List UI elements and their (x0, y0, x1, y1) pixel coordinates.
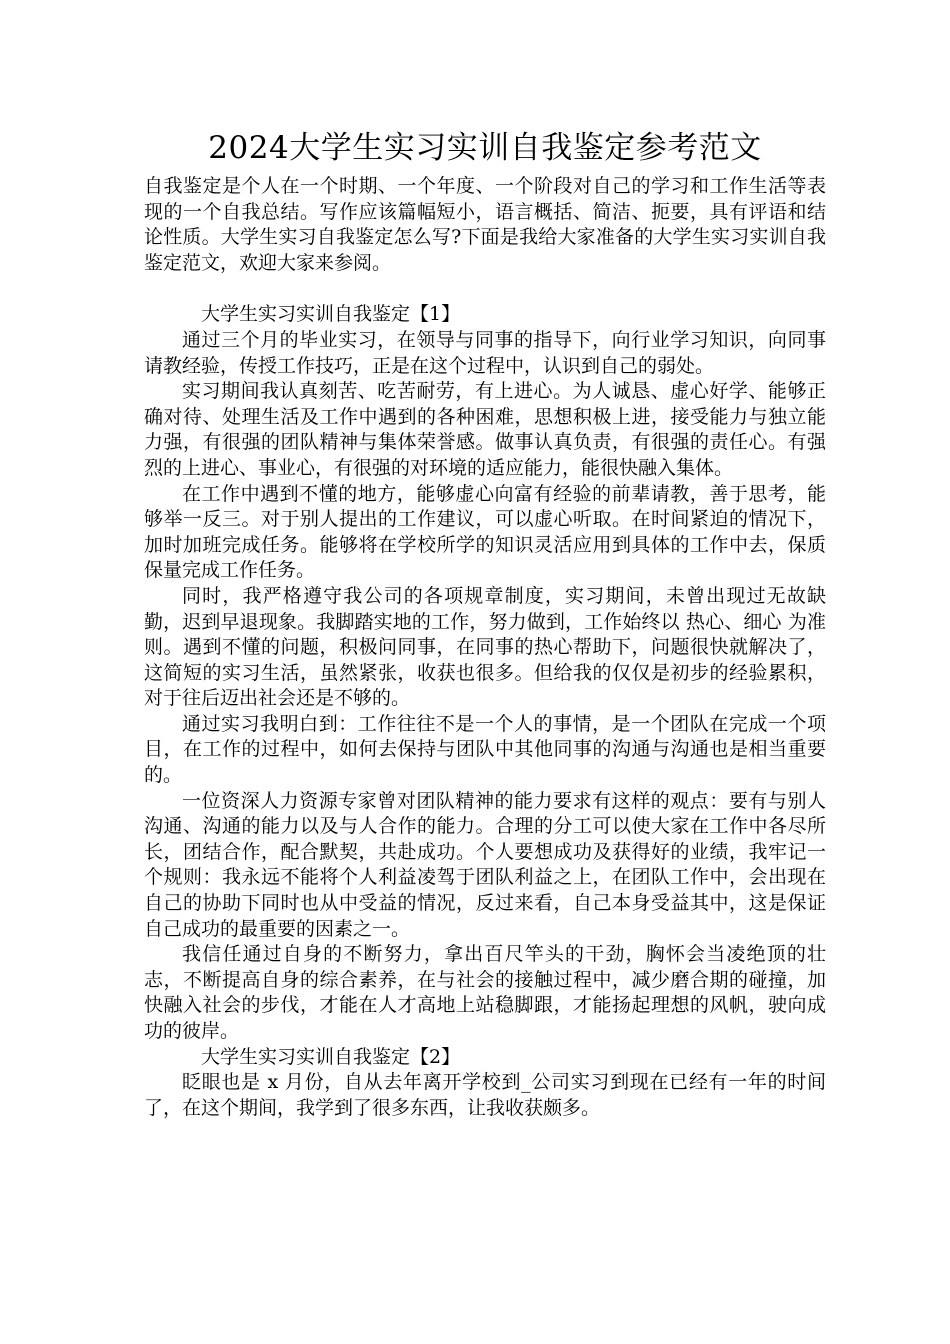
section-1-paragraph-4: 同时，我严格遵守我公司的各项规章制度，实习期间，未曾出现过无故缺勤，迟到早退现象。我脚踏实地的工作，努力做到，工作始终以 热心、细心 为准则。遇到不懂的问题，积极问同事，在同事的热心帮助下，问题很快就解决了，这简短的实习生活，虽然紧张，收获也很多。但给我的仅仅是初步的经验累积，对于往后迈出社会还是不够的。 (144, 584, 826, 710)
section-2-paragraph-1: 眨眼也是 x 月份，自从去年离开学校到_公司实习到现在已经有一年的时间了，在这个期间，我学到了很多东西，让我收获颇多。 (144, 1071, 826, 1119)
blank-line (144, 276, 826, 302)
section-2-heading: 大学生实习实训自我鉴定【2】 (201, 1045, 461, 1068)
section-1-paragraph-6: 一位资深人力资源专家曾对团队精神的能力要求有这样的观点：要有与别人沟通、沟通的能力以及与人合作的能力。合理的分工可以使大家在工作中各尽所长，团结合作，配合默契，共赴成功。个人要想成功及获得好的业绩，我牢记一个规则：我永远不能将个人利益凌驾于团队利益之上，在团队工作中，会出现在自己的协助下同时也从中受益的情况，反过来看，自己本身受益其中，这是保证自己成功的最重要的因素之一。 (144, 789, 826, 940)
section-1-heading: 大学生实习实训自我鉴定【1】 (201, 303, 461, 326)
intro-paragraph: 自我鉴定是个人在一个时期、一个年度、一个阶段对自己的学习和工作生活等表现的一个自我总结。写作应该篇幅短小，语言概括、简洁、扼要，具有评语和结论性质。大学生实习自我鉴定怎么写?下面是我给大家准备的大学生实习实训自我鉴定范文，欢迎大家来参阅。 (144, 175, 826, 274)
section-1-paragraph-5: 通过实习我明白到：工作往往不是一个人的事情，是一个团队在完成一个项目，在工作的过程中，如何去保持与团队中其他同事的沟通与沟通也是相当重要的。 (144, 712, 826, 787)
section-1-paragraph-3: 在工作中遇到不懂的地方，能够虚心向富有经验的前辈请教，善于思考，能够举一反三。对于别人提出的工作建议，可以虚心听取。在时间紧迫的情况下，加时加班完成任务。能够将在学校所学的知识灵活应用到具体的工作中去，保质保量完成工作任务。 (144, 482, 826, 582)
document-page (144, 128, 826, 1121)
section-1-paragraph-7: 我信任通过自身的不断努力，拿出百尺竿头的干劲，胸怀会当凌绝顶的壮志，不断提高自身的综合素养，在与社会的接触过程中，减少磨合期的碰撞，加快融入社会的步伐，才能在人才高地上站稳脚跟，才能扬起理想的风帆，驶向成功的彼岸。 (144, 943, 826, 1042)
section-1-paragraph-1: 通过三个月的毕业实习，在领导与同事的指导下，向行业学习知识，向同事请教经验，传授工作技巧，正是在这个过程中，认识到自己的弱处。 (144, 328, 826, 377)
section-1-paragraph-2: 实习期间我认真刻苦、吃苦耐劳，有上进心。为人诚恳、虚心好学、能够正确对待、处理生活及工作中遇到的各种困难，思想积极上进，接受能力与独立能力强，有很强的团队精神与集体荣誉感。做事认真负责，有很强的责任心。有强烈的上进心、事业心，有很强的对环境的适应能力，能很快融入集体。 (144, 380, 826, 479)
document-title: 2024大学生实习实训自我鉴定参考范文 (208, 130, 762, 166)
